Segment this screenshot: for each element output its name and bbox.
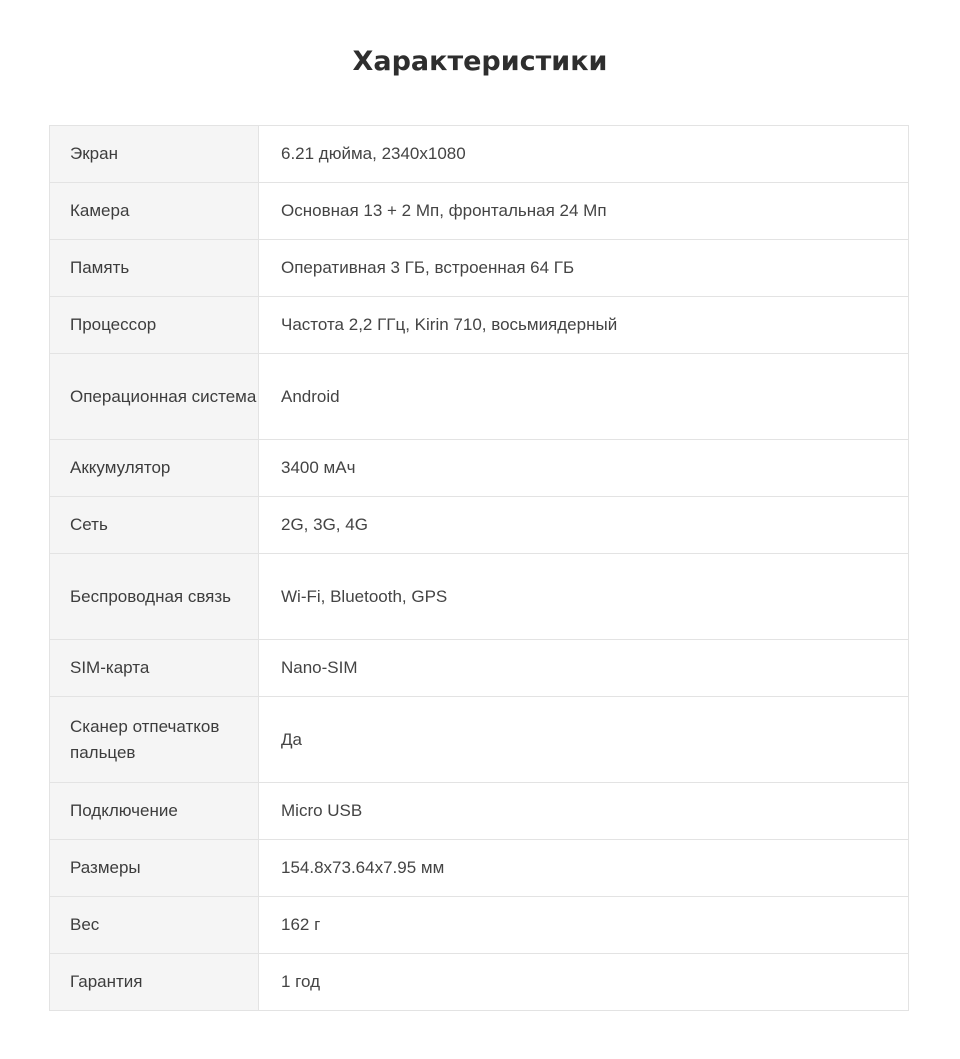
- spec-value: Основная 13 + 2 Мп, фронтальная 24 Мп: [259, 183, 909, 240]
- spec-row-weight: [50, 897, 909, 954]
- spec-row-warranty: [50, 954, 909, 1011]
- spec-value: Частота 2,2 ГГц, Kirin 710, восьмиядерный: [259, 297, 909, 354]
- spec-row-processor: [50, 297, 909, 354]
- spec-row-dimensions: [50, 840, 909, 897]
- spec-row-fingerprint: [50, 697, 909, 783]
- spec-row-sim: [50, 640, 909, 697]
- spec-value: Wi-Fi, Bluetooth, GPS: [259, 554, 909, 640]
- spec-label: Процессор: [50, 297, 259, 354]
- spec-label: Камера: [50, 183, 259, 240]
- spec-label: Беспроводная связь: [50, 554, 259, 640]
- spec-row-connection: [50, 783, 909, 840]
- spec-label: Гарантия: [50, 954, 259, 1011]
- spec-row-camera: [50, 183, 909, 240]
- spec-label: Подключение: [50, 783, 259, 840]
- spec-label: Аккумулятор: [50, 440, 259, 497]
- spec-value: 1 год: [259, 954, 909, 1011]
- spec-value: 2G, 3G, 4G: [259, 497, 909, 554]
- spec-row-screen: [50, 126, 909, 183]
- spec-value: Android: [259, 354, 909, 440]
- spec-label: Экран: [50, 126, 259, 183]
- spec-label: Размеры: [50, 840, 259, 897]
- spec-value: Nano-SIM: [259, 640, 909, 697]
- spec-value: Да: [259, 697, 909, 783]
- spec-row-memory: [50, 240, 909, 297]
- spec-label: Сканер отпечатков пальцев: [50, 697, 259, 783]
- page-title: Характеристики: [352, 46, 608, 77]
- spec-label: SIM-карта: [50, 640, 259, 697]
- spec-label: Операционная система: [50, 354, 259, 440]
- specs-table: [49, 125, 909, 1011]
- spec-row-wireless: [50, 554, 909, 640]
- spec-value: 162 г: [259, 897, 909, 954]
- spec-value: 154.8x73.64x7.95 мм: [259, 840, 909, 897]
- spec-value: Micro USB: [259, 783, 909, 840]
- spec-label: Сеть: [50, 497, 259, 554]
- spec-value: 3400 мАч: [259, 440, 909, 497]
- spec-value: Оперативная 3 ГБ, встроенная 64 ГБ: [259, 240, 909, 297]
- spec-row-battery: [50, 440, 909, 497]
- spec-label: Память: [50, 240, 259, 297]
- spec-row-os: [50, 354, 909, 440]
- spec-row-network: [50, 497, 909, 554]
- spec-value: 6.21 дюйма, 2340x1080: [259, 126, 909, 183]
- spec-label: Вес: [50, 897, 259, 954]
